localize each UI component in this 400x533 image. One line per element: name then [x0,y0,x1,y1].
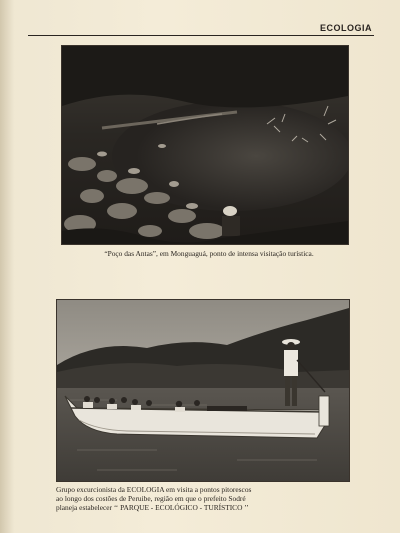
header-rule [28,35,374,36]
boat-photo-caption [56,485,350,513]
boat-photo-image [57,300,349,481]
section-title: ECOLOGIA [319,23,372,33]
stream-photo [61,45,349,245]
stream-photo-image [62,46,348,244]
boat-caption-line-3: planeja estabelecer ‘‘ PARQUE - ECOLÓGICO - TURÍSTICO ’’ [56,503,249,513]
boat-caption-line-1: Grupo excurcionista da ECOLOGIA em visita a pontos pitorescos [56,485,252,494]
boat-caption-line-2: ao longo dos costões de Peruibe, região em que o prefeito Sodré [56,494,246,504]
stream-photo-caption: “Poço das Antas”, em Monguaguá, ponto de intensa visitação turística. [104,249,314,258]
boat-photo [56,299,350,482]
